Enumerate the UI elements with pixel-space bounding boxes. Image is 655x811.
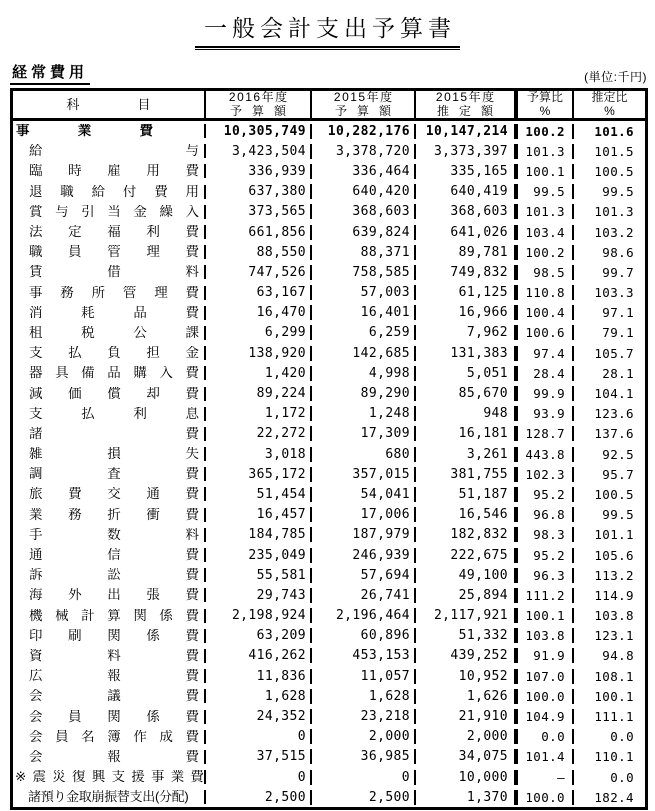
cell-subject [13,750,206,764]
row-label: 賞 与 引 当 金 繰 入 [29,204,199,219]
cell-2016-budget: 88,550 [206,245,312,260]
row-label: 雑 損 失 [29,447,199,462]
row-label: ※ 震 災 復 興 支 援 事 業 費 [15,770,204,785]
cell-subject [13,528,206,542]
cell-estimate-ratio: 113.2 [594,567,634,583]
header-2016-budget-year: 2016年度 [228,91,289,104]
cell-budget-ratio: 100.0 [518,790,574,805]
row-label: 職 員 管 理 費 [29,245,199,260]
cell-subject [13,346,206,360]
cell-2015-estimate: 381,755 [416,467,518,482]
table-row [13,787,645,807]
table-row [13,383,645,403]
header-estimate-ratio-cell [574,91,645,118]
cell-2016-budget: 3,018 [206,447,312,462]
cell-budget-ratio: 28.4 [518,366,574,381]
cell-2015-budget: 10,282,176 [312,124,416,139]
cell-budget-ratio: — [518,770,574,785]
cell-2016-budget: 89,224 [206,386,312,401]
row-label: 給 与 [29,144,199,159]
cell-subject [13,790,206,804]
document-title-block [0,0,655,50]
header-2015-budget-year: 2015年度 [333,91,394,104]
row-label: 機 械 計 算 関 係 費 [29,608,199,623]
cell-2016-budget: 2,198,924 [206,608,312,623]
cell-budget-ratio: 97.4 [518,346,574,361]
cell-subject [13,306,206,320]
table-row [13,121,645,141]
cell-2016-budget: 63,209 [206,628,312,643]
table-row [13,141,645,161]
cell-2015-budget: 2,500 [312,790,416,805]
cell-subject [13,407,206,421]
cell-estimate-ratio: 108.1 [594,668,634,684]
cell-2016-budget: 24,352 [206,709,312,724]
row-label: 支 払 利 息 [29,406,199,421]
cell-estimate-ratio: 100.1 [594,688,634,704]
cell-estimate-ratio: 105.7 [594,345,634,361]
cell-2015-budget: 17,309 [312,426,416,441]
cell-2015-estimate: 3,373,397 [416,144,518,159]
cell-2016-budget: 235,049 [206,548,312,563]
table-row [13,222,645,242]
cell-budget-ratio: 96.3 [518,568,574,583]
cell-2015-estimate: 948 [416,406,518,421]
cell-estimate-ratio: 99.5 [602,507,634,523]
table-row [13,464,645,484]
row-label: 消 耗 品 費 [29,305,199,320]
table-row [13,202,645,222]
title-double-underline [195,10,460,50]
cell-2015-estimate: 222,675 [416,548,518,563]
table-row [13,565,645,585]
page-title: 一般会計支出予算書 [195,10,460,48]
row-label: 賃 借 料 [29,265,199,280]
table-row [13,444,645,464]
table-row [13,262,645,282]
cell-2015-budget: 11,057 [312,669,416,684]
cell-2015-budget: 1,248 [312,406,416,421]
cell-2015-estimate: 61,125 [416,285,518,300]
cell-estimate-ratio: 79.1 [602,325,634,341]
row-label: 事 務 所 管 理 費 [29,285,199,300]
cell-subject [13,770,206,784]
cell-2015-estimate: 5,051 [416,366,518,381]
cell-subject [13,689,206,703]
cell-2015-estimate: 10,000 [416,770,518,785]
cell-2016-budget: 747,526 [206,265,312,280]
table-row [13,525,645,545]
cell-budget-ratio: 103.8 [518,628,574,643]
cell-estimate-ratio: 94.8 [602,648,634,664]
cell-2015-budget: 6,259 [312,325,416,340]
cell-2015-budget: 640,420 [312,184,416,199]
cell-estimate-ratio: 28.1 [602,365,634,381]
cell-subject [13,245,206,259]
cell-budget-ratio: 100.4 [518,305,574,320]
cell-2015-budget: 0 [312,770,416,785]
cell-2016-budget: 184,785 [206,527,312,542]
cell-subject [13,387,206,401]
cell-subject [13,185,206,199]
cell-2015-budget: 54,041 [312,487,416,502]
cell-subject [13,649,206,663]
cell-estimate-ratio: 101.1 [594,527,634,543]
row-label: 訴 訟 費 [29,568,199,583]
cell-budget-ratio: 104.9 [518,709,574,724]
cell-budget-ratio: 95.2 [518,548,574,563]
header-budget-ratio-label: 予算比 [526,91,563,104]
table-row [13,585,645,605]
cell-2015-estimate: 34,075 [416,749,518,764]
cell-2015-estimate: 89,781 [416,245,518,260]
cell-2015-budget: 17,006 [312,507,416,522]
cell-estimate-ratio: 105.6 [594,547,634,563]
cell-2015-budget: 88,371 [312,245,416,260]
cell-2015-estimate: 51,332 [416,628,518,643]
header-budget-ratio-percent: % [539,103,551,118]
cell-2015-budget: 89,290 [312,386,416,401]
row-label: 印 刷 関 係 費 [29,628,199,643]
cell-budget-ratio: 98.3 [518,527,574,542]
header-2016-budget-label: 予算額 [229,103,296,118]
cell-budget-ratio: 100.2 [518,124,574,139]
cell-2016-budget: 51,454 [206,487,312,502]
cell-2016-budget: 416,262 [206,648,312,663]
table-row [13,242,645,262]
row-label: 手 数 料 [29,527,199,542]
cell-2015-budget: 23,218 [312,709,416,724]
cell-subject [13,366,206,380]
row-label: 調 査 費 [29,467,199,482]
cell-2015-estimate: 182,832 [416,527,518,542]
cell-2015-estimate: 640,419 [416,184,518,199]
unit-label: (単位:千円) [584,70,647,84]
cell-2015-estimate: 10,952 [416,669,518,684]
row-label: 会 員 名 簿 作 成 費 [29,729,199,744]
cell-estimate-ratio: 100.5 [594,486,634,502]
cell-2016-budget: 637,380 [206,184,312,199]
table-header-row [13,91,645,121]
cell-2016-budget: 22,272 [206,426,312,441]
cell-2015-budget: 36,985 [312,749,416,764]
cell-estimate-ratio: 104.1 [594,386,634,402]
cell-estimate-ratio: 99.7 [602,264,634,280]
table-row [13,182,645,202]
cell-2016-budget: 16,457 [206,507,312,522]
cell-budget-ratio: 101.4 [518,749,574,764]
cell-2015-estimate: 3,261 [416,447,518,462]
row-label: 海 外 出 張 費 [29,588,199,603]
cell-estimate-ratio: 101.6 [594,123,634,139]
cell-2015-estimate: 10,147,214 [416,124,518,139]
cell-subject [13,144,206,158]
cell-2016-budget: 661,856 [206,225,312,240]
row-label: 支 払 負 担 金 [29,346,199,361]
cell-2015-budget: 60,896 [312,628,416,643]
cell-2015-estimate: 2,000 [416,729,518,744]
cell-budget-ratio: 100.2 [518,245,574,260]
cell-2015-estimate: 16,546 [416,507,518,522]
cell-subject [13,487,206,501]
cell-budget-ratio: 95.2 [518,487,574,502]
table-row [13,484,645,504]
table-row [13,404,645,424]
cell-2016-budget: 336,939 [206,164,312,179]
cell-2015-budget: 4,998 [312,366,416,381]
header-estimate-ratio-percent: % [604,103,615,118]
cell-budget-ratio: 101.3 [518,204,574,219]
row-label: 器 具 備 品 購 入 費 [29,366,199,381]
table-row [13,747,645,767]
cell-budget-ratio: 0.0 [518,729,574,744]
row-label: 法 定 福 利 費 [29,225,199,240]
cell-2016-budget: 6,299 [206,325,312,340]
cell-2015-estimate: 7,962 [416,325,518,340]
table-row [13,424,645,444]
cell-budget-ratio: 93.9 [518,406,574,421]
cell-estimate-ratio: 101.5 [594,143,634,159]
cell-2016-budget: 37,515 [206,749,312,764]
cell-subject [13,164,206,178]
cell-2016-budget: 373,565 [206,204,312,219]
cell-2016-budget: 3,423,504 [206,144,312,159]
cell-budget-ratio: 99.9 [518,386,574,401]
cell-estimate-ratio: 98.6 [602,244,634,260]
cell-estimate-ratio: 182.4 [594,789,634,805]
row-label: 業 務 折 衝 費 [29,507,199,522]
cell-2015-budget: 336,464 [312,164,416,179]
cell-budget-ratio: 443.8 [518,447,574,462]
header-subject-cell [13,91,206,118]
cell-2015-budget: 758,585 [312,265,416,280]
row-label: 会 報 費 [29,749,199,764]
table-row [13,323,645,343]
row-label: 通 信 費 [29,548,199,563]
row-label: 諸 費 [29,426,199,441]
cell-budget-ratio: 100.1 [518,164,574,179]
cell-estimate-ratio: 123.6 [594,406,634,422]
cell-subject [13,447,206,461]
cell-budget-ratio: 101.3 [518,144,574,159]
table-row [13,646,645,666]
cell-2016-budget: 55,581 [206,568,312,583]
cell-2015-estimate: 85,670 [416,386,518,401]
header-2015-budget-label: 予算額 [334,103,401,118]
cell-estimate-ratio: 103.2 [594,224,634,240]
cell-2015-budget: 357,015 [312,467,416,482]
cell-2015-budget: 680 [312,447,416,462]
table-row [13,626,645,646]
cell-2016-budget: 0 [206,729,312,744]
meta-row [10,61,647,85]
cell-2015-budget: 187,979 [312,527,416,542]
row-label: 広 報 費 [29,669,199,684]
cell-subject [13,124,206,138]
cell-estimate-ratio: 103.3 [594,285,634,301]
cell-estimate-ratio: 103.8 [594,608,634,624]
header-2015-estimate-cell [416,91,518,118]
cell-2016-budget: 11,836 [206,669,312,684]
row-label: 租 税 公 課 [29,325,199,340]
cell-estimate-ratio: 114.9 [594,587,634,603]
cell-budget-ratio: 128.7 [518,426,574,441]
cell-budget-ratio: 98.5 [518,265,574,280]
cell-2015-budget: 2,000 [312,729,416,744]
table-row [13,343,645,363]
row-label: 旅 費 交 通 費 [29,487,199,502]
cell-2015-estimate: 51,187 [416,487,518,502]
row-label: 退 職 給 付 費 用 [29,184,199,199]
cell-2015-budget: 639,824 [312,225,416,240]
table-row [13,666,645,686]
cell-2016-budget: 1,628 [206,689,312,704]
table-row [13,303,645,323]
budget-table [10,88,648,810]
cell-budget-ratio: 103.4 [518,225,574,240]
cell-2015-estimate: 1,626 [416,689,518,704]
cell-subject [13,609,206,623]
cell-estimate-ratio: 100.5 [594,163,634,179]
row-label: 諸預り金取崩振替支出(分配) [28,790,189,805]
header-2015-budget-cell [312,91,416,118]
cell-2015-budget: 142,685 [312,346,416,361]
cell-subject [13,730,206,744]
cell-subject [13,629,206,643]
cell-2015-estimate: 368,603 [416,204,518,219]
cell-estimate-ratio: 137.6 [594,426,634,442]
cell-subject [13,205,206,219]
cell-budget-ratio: 111.2 [518,588,574,603]
cell-budget-ratio: 107.0 [518,669,574,684]
cell-subject [13,225,206,239]
cell-2016-budget: 63,167 [206,285,312,300]
cell-2015-estimate: 749,832 [416,265,518,280]
cell-2015-estimate: 641,026 [416,225,518,240]
cell-2016-budget: 29,743 [206,588,312,603]
cell-subject [13,508,206,522]
cell-2015-budget: 453,153 [312,648,416,663]
cell-2016-budget: 365,172 [206,467,312,482]
cell-subject [13,548,206,562]
cell-estimate-ratio: 99.5 [602,184,634,200]
header-2015-estimate-label: 推定額 [436,103,503,118]
cell-2015-budget: 2,196,464 [312,608,416,623]
cell-2015-budget: 1,628 [312,689,416,704]
cell-budget-ratio: 100.6 [518,325,574,340]
cell-2015-estimate: 16,181 [416,426,518,441]
cell-2015-budget: 57,694 [312,568,416,583]
cell-2015-estimate: 335,165 [416,164,518,179]
cell-2015-estimate: 16,966 [416,305,518,320]
header-2015-estimate-year: 2015年度 [435,91,496,104]
cell-estimate-ratio: 97.1 [602,305,634,321]
cell-estimate-ratio: 95.7 [602,466,634,482]
cell-budget-ratio: 100.0 [518,689,574,704]
table-row [13,161,645,181]
cell-2016-budget: 2,500 [206,790,312,805]
cell-estimate-ratio: 101.3 [594,204,634,220]
cell-2015-estimate: 1,370 [416,790,518,805]
row-label: 臨 時 雇 用 費 [29,164,199,179]
cell-2015-estimate: 49,100 [416,568,518,583]
cell-subject [13,427,206,441]
table-row [13,283,645,303]
cell-2015-budget: 57,003 [312,285,416,300]
cell-subject [13,568,206,582]
cell-2016-budget: 1,420 [206,366,312,381]
cell-subject [13,467,206,481]
row-label: 会 議 費 [29,689,199,704]
cell-2015-estimate: 2,117,921 [416,608,518,623]
header-2016-budget-cell [206,91,312,118]
row-label: 会 員 関 係 費 [29,709,199,724]
cell-subject [13,710,206,724]
cell-subject [13,286,206,300]
cell-2015-estimate: 439,252 [416,648,518,663]
cell-estimate-ratio: 0.0 [610,769,634,785]
cell-budget-ratio: 110.8 [518,285,574,300]
table-row [13,606,645,626]
section-label: 経常費用 [10,61,90,85]
cell-subject [13,588,206,602]
table-row [13,686,645,706]
cell-subject [13,669,206,683]
table-row [13,727,645,747]
cell-2016-budget: 1,172 [206,406,312,421]
cell-subject [13,265,206,279]
row-label: 減 価 償 却 費 [29,386,199,401]
cell-2015-budget: 3,378,720 [312,144,416,159]
cell-2015-estimate: 131,383 [416,346,518,361]
table-row [13,767,645,787]
table-row [13,545,645,565]
header-budget-ratio-cell [518,91,574,118]
cell-2016-budget: 138,920 [206,346,312,361]
cell-estimate-ratio: 110.1 [594,749,634,765]
cell-estimate-ratio: 111.1 [594,709,634,725]
cell-estimate-ratio: 123.1 [594,628,634,644]
cell-budget-ratio: 96.8 [518,507,574,522]
header-subject-label: 科 目 [66,96,151,112]
cell-2015-estimate: 21,910 [416,709,518,724]
cell-budget-ratio: 99.5 [518,184,574,199]
cell-estimate-ratio: 92.5 [602,446,634,462]
table-row [13,706,645,726]
table-row [13,363,645,383]
cell-subject [13,326,206,340]
table-body [13,121,645,807]
cell-2015-budget: 246,939 [312,548,416,563]
cell-2015-budget: 16,401 [312,305,416,320]
cell-budget-ratio: 100.1 [518,608,574,623]
cell-2015-budget: 368,603 [312,204,416,219]
header-estimate-ratio-label: 推定比 [591,91,628,104]
table-row [13,505,645,525]
row-label: 資 料 費 [29,648,199,663]
cell-budget-ratio: 102.3 [518,467,574,482]
cell-2015-budget: 26,741 [312,588,416,603]
cell-2016-budget: 16,470 [206,305,312,320]
cell-2016-budget: 0 [206,770,312,785]
cell-2016-budget: 10,305,749 [206,124,312,139]
cell-estimate-ratio: 0.0 [610,729,634,745]
row-label: 事 業 費 [16,124,153,139]
cell-2015-estimate: 25,894 [416,588,518,603]
cell-budget-ratio: 91.9 [518,648,574,663]
